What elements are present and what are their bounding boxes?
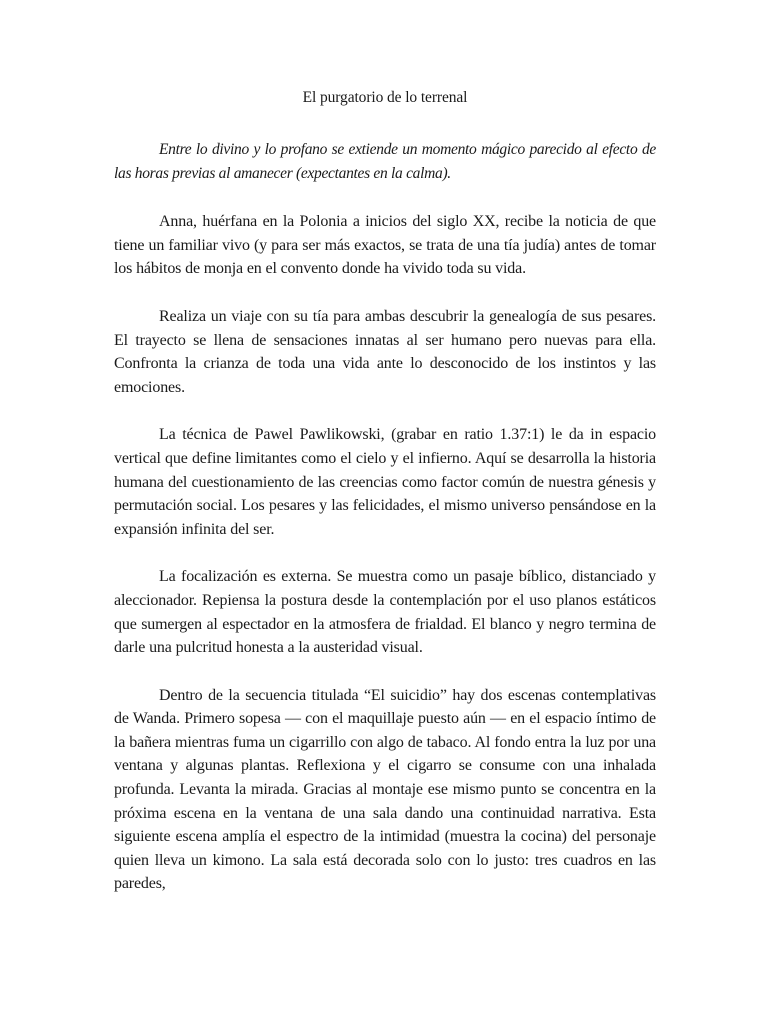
paragraph-5: Dentro de la secuencia titulada “El suicidio” hay dos escenas contemplativas de Wanda. Primero sopesa — con el maquillaje puesto aún — en el espacio íntimo de la bañera mientras fuma un cigarrillo con algo de tabaco. Al fondo entra la luz por una ventana y algunas plantas. Reflexiona y el cigarro se consume con una inhalada profunda. Levanta la mirada. Gracias al montaje ese mismo punto se concentra en la próxima escena en la ventana de una sala dando una continuidad narrativa. Esta siguiente escena amplía el espectro de la intimidad (muestra la cocina) del personaje quien lleva un kimono. La sala está decorada solo con lo justo: tres cuadros en las paredes, — [114, 686, 656, 893]
document-title: El purgatorio de lo terrenal — [302, 89, 468, 106]
paragraph-1: Anna, huérfana en la Polonia a inicios del siglo XX, recibe la noticia de que tiene un familiar vivo (y para ser más exactos, se trata de una tía judía) antes de tomar los hábitos de monja en el convento donde ha vivido toda su vida. — [114, 213, 656, 278]
paragraph-2: Realiza un viaje con su tía para ambas descubrir la genealogía de sus pesares. El trayecto se llena de sensaciones innatas al ser humano pero nuevas para ella. Confronta la crianza de toda una vida ante lo desconocido de los instintos y las emociones. — [114, 307, 656, 396]
paragraph-4: La focalización es externa. Se muestra como un pasaje bíblico, distanciado y aleccionador. Repiensa la postura desde la contemplación por el uso planos estáticos que sumergen al espectador en la atmosfera de frialdad. El blanco y negro termina de darle una pulcritud honesta a la austeridad visual. — [114, 568, 656, 657]
document-page — [114, 86, 656, 896]
paragraph-3: La técnica de Pawel Pawlikowski, (grabar en ratio 1.37:1) le da in espacio vertical que define limitantes como el cielo y el infierno. Aquí se desarrolla la historia humana del cuestionamiento de las creencias como factor común de nuestra génesis y permutación social. Los pesares y las felicidades, el mismo universo pensándose en la expansión infinita del ser. — [114, 426, 656, 538]
epigraph: Entre lo divino y lo profano se extiende un momento mágico parecido al efecto de las horas previas al amanecer (expectantes en la calma). — [114, 141, 656, 182]
